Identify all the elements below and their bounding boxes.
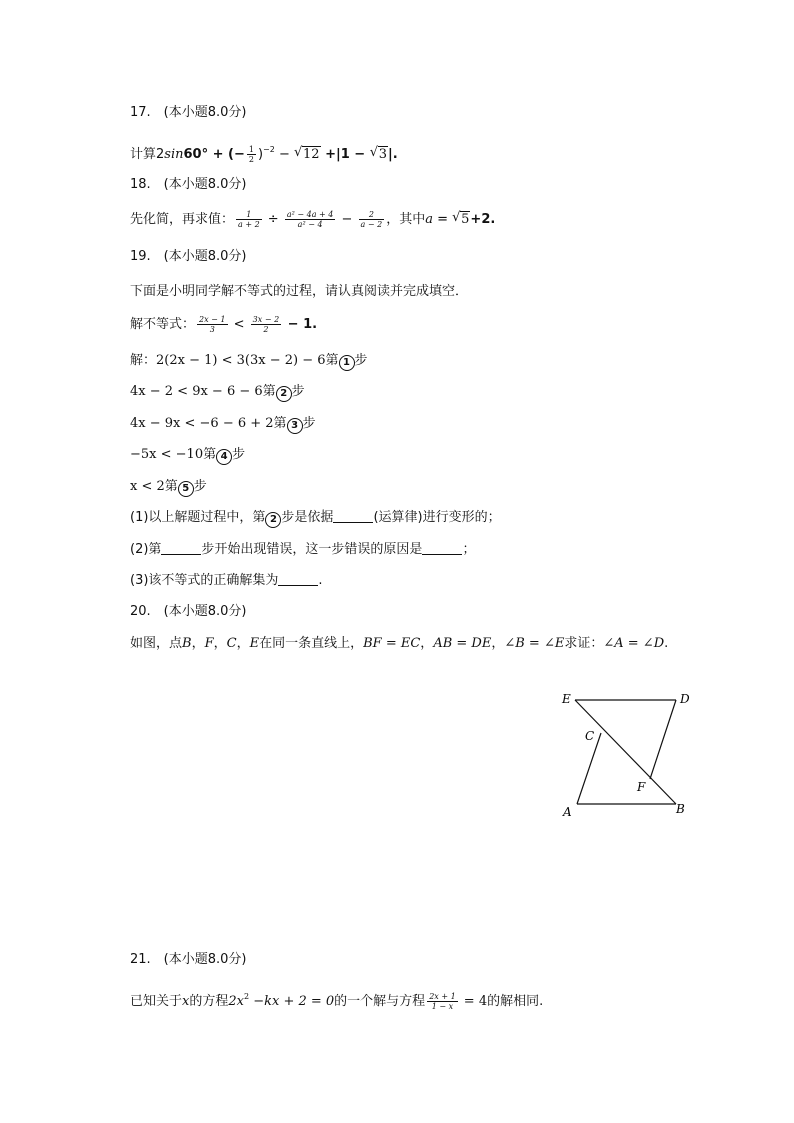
q18-minus: −	[337, 212, 357, 227]
q20-comma: ，	[236, 636, 250, 651]
q20-statement	[130, 634, 668, 654]
q18-div: ÷	[263, 212, 283, 227]
q17-abs-open: +|1 −	[320, 147, 370, 162]
q20-eq3: ∠B = ∠E	[504, 636, 565, 651]
q21-eq-c: = 4	[459, 994, 488, 1009]
q19-step-2	[130, 382, 305, 402]
q19-intro: 下面是小明同学解不等式的过程，请认真阅读并完成填空．	[130, 284, 469, 299]
q18-tail: +2.	[470, 212, 496, 227]
q19-f2-den: 2	[263, 325, 269, 334]
q17-sqrt-3: 3	[378, 147, 387, 162]
q19-step5-bu: 步	[193, 479, 207, 494]
q18-sqrt-5: 5	[461, 212, 470, 227]
circled-1-icon: 1	[339, 355, 355, 371]
q19-p2-mid: 步开始出现错误，这一步错误的原因是	[201, 542, 423, 557]
q20-eq2: AB = DE	[433, 636, 492, 651]
q19-f1-den: 3	[209, 325, 215, 334]
q19-tail: − 1.	[283, 317, 318, 332]
q19-step-5	[130, 477, 207, 497]
q18-var: a	[425, 212, 433, 227]
q21-pre: 已知关于	[130, 994, 183, 1009]
q19-step1-pre: 解：	[130, 353, 157, 368]
q19-inequality	[130, 315, 317, 335]
q17-pre: 计算2	[130, 147, 165, 162]
q19-step-4	[130, 445, 245, 465]
q21-header: 21. (本小题8.0分)	[130, 952, 247, 967]
q18-expression: 先化简，再求值： $\frac{1}{a + 2}$ ÷ $\frac{\text{a² − 4a + 4}}{\text{a² − 4}}$ − $\frac{2}{a - 2}$ ，其中a = √ 5+2.	[130, 210, 496, 229]
q17-deg: 60° + (−	[183, 147, 245, 162]
q21-mid2: 的一个解与方程	[334, 994, 426, 1009]
q19-step2-di: 第	[262, 384, 276, 399]
q18-eq: =	[432, 212, 453, 227]
q20-eq1: BF = EC	[363, 636, 421, 651]
q21-statement	[130, 987, 543, 1012]
q20-period: .	[664, 636, 669, 651]
q19-step2-bu: 步	[291, 384, 305, 399]
q18-header: 18. (本小题8.0分)	[130, 177, 247, 192]
q21-eq-a: 2x	[228, 994, 244, 1009]
q18-f3-num: 2	[359, 210, 385, 220]
label-a: A	[563, 805, 572, 819]
q20-text-pre: 如图，点	[130, 636, 183, 651]
q17-header: 17. (本小题8.0分)	[130, 105, 247, 120]
q18-mid: ，其中	[386, 212, 426, 227]
segment-ca	[577, 733, 601, 804]
circled-2-icon: 2	[265, 512, 281, 528]
q21-tail: 的解相同.	[487, 994, 544, 1009]
q17-expression: 计算2sin60° + (− $\frac{1}{2}$ )$^{-2}$ − √ 12 +|1 − √ 3|.	[130, 145, 398, 164]
q19-f2-num: 3x − 2	[252, 315, 280, 324]
answer-blank[interactable]	[278, 573, 318, 586]
q19-p3-pre: (3)该不等式的正确解集为	[130, 573, 279, 588]
q17-frac-num: 1	[248, 145, 254, 154]
q21-f-num: 2x + 1	[429, 992, 456, 1001]
q19-step4-di: 第	[203, 447, 217, 462]
label-e: E	[562, 692, 571, 706]
q19-part-1	[130, 508, 501, 528]
circled-2-icon: 2	[276, 386, 292, 402]
label-c: C	[585, 729, 595, 743]
q19-step4-expr: −5x < −10	[130, 447, 204, 462]
q19-p1-pre: (1)以上解题过程中，第	[130, 510, 266, 525]
q19-f1-num: 2x − 1	[199, 315, 226, 324]
q19-part-2	[130, 540, 475, 560]
q17-minus: −	[274, 147, 294, 162]
q19-step3-di: 第	[273, 416, 287, 431]
q20-goal: ∠A = ∠D	[603, 636, 665, 651]
q18-f1-den: a + 2	[238, 220, 260, 229]
q20-point-c: C	[226, 636, 237, 651]
segment-eb	[575, 700, 676, 804]
q20-prove: 求证：	[564, 636, 604, 651]
answer-blank[interactable]	[161, 542, 201, 555]
q19-step5-expr: x < 2	[130, 479, 165, 494]
q20-header: 20. (本小题8.0分)	[130, 604, 247, 619]
q18-f2-num: a² − 4a + 4	[286, 210, 334, 219]
q19-p2-tail: ；	[462, 542, 476, 557]
q19-p2-pre: (2)第	[130, 542, 162, 557]
label-b: B	[676, 802, 685, 816]
q17-close: )	[257, 147, 264, 162]
q20-point-e: E	[249, 636, 260, 651]
q20-text-mid: 在同一条直线上，	[259, 636, 364, 651]
q20-point-b: B	[182, 636, 192, 651]
q19-p3-tail: .	[318, 573, 323, 588]
label-f: F	[637, 780, 646, 794]
q19-step3-bu: 步	[302, 416, 316, 431]
q20-comma: ，	[420, 636, 434, 651]
q20-point-f: F	[204, 636, 214, 651]
q20-comma: ，	[491, 636, 505, 651]
answer-blank[interactable]	[422, 542, 462, 555]
q21-mid: 的方程	[189, 994, 229, 1009]
q21-eq-sup: 2	[243, 992, 250, 1001]
q17-exp: −2	[263, 145, 275, 154]
q19-lt: <	[229, 317, 249, 332]
q19-step4-bu: 步	[232, 447, 246, 462]
circled-5-icon: 5	[178, 481, 194, 497]
answer-blank[interactable]	[333, 510, 373, 523]
q19-prompt: 解不等式：	[130, 317, 196, 332]
q21-f-den: 1 − x	[431, 1002, 454, 1011]
q19-step3-expr: 4x − 9x < −6 − 6 + 2	[130, 416, 274, 431]
q17-abs-close: |.	[387, 147, 398, 162]
q19-p1-tail: (运算律)进行变形的；	[373, 510, 501, 525]
q19-step-3	[130, 414, 316, 434]
q17-sqrt-12: 12	[303, 147, 320, 162]
q19-header: 19. (本小题8.0分)	[130, 249, 247, 264]
q17-sin: sin	[164, 147, 184, 162]
q18-f1-num: 1	[236, 210, 262, 220]
q20-comma: ，	[191, 636, 205, 651]
q19-part-3	[130, 571, 323, 591]
label-d: D	[680, 692, 690, 706]
circled-4-icon: 4	[216, 449, 232, 465]
q18-f2-den: a² − 4	[297, 220, 323, 229]
q19-step1-di: 第	[325, 353, 339, 368]
q18-f3-den: a − 2	[360, 220, 383, 229]
q19-step1-expr: 2(2x − 1) < 3(3x − 2) − 6	[156, 353, 326, 368]
q21-eq-b: −kx + 2 = 0	[249, 994, 335, 1009]
q19-step5-di: 第	[164, 479, 178, 494]
q19-step-1	[130, 351, 368, 371]
q19-step2-expr: 4x − 2 < 9x − 6 − 6	[130, 384, 263, 399]
q17-frac-den: 2	[248, 155, 254, 164]
q19-p1-mid: 步是依据	[281, 510, 334, 525]
circled-3-icon: 3	[287, 418, 303, 434]
q19-step1-bu: 步	[354, 353, 368, 368]
segment-df	[650, 700, 676, 779]
q21-var: x	[182, 994, 190, 1009]
q18-pre: 先化简，再求值：	[130, 212, 235, 227]
q20-comma: ，	[213, 636, 227, 651]
